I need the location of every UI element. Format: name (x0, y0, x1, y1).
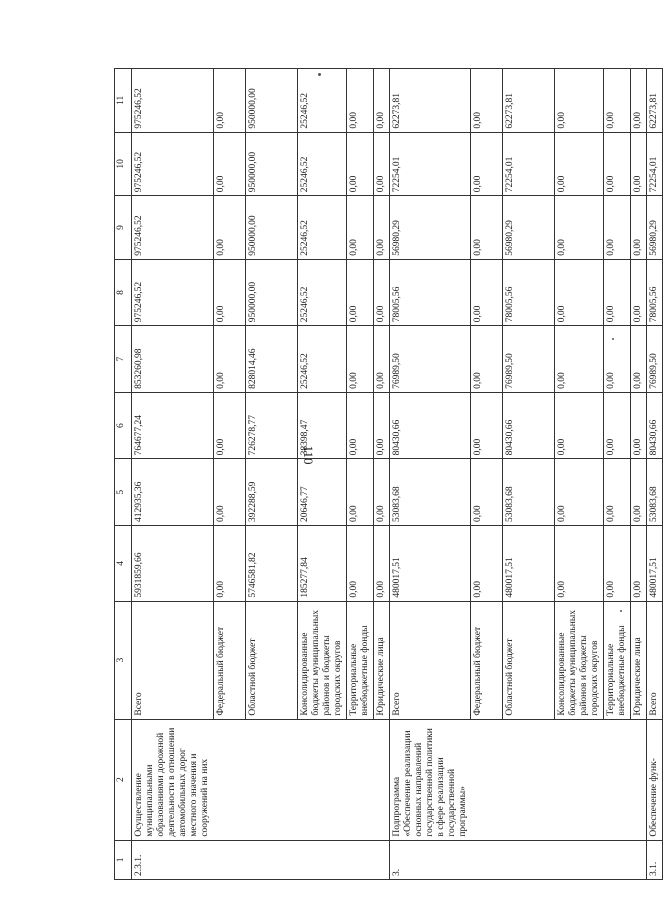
amount-cell: 0,00 (213, 392, 245, 459)
amount-cell: 56980,29 (647, 196, 663, 260)
column-number: 9 (115, 196, 132, 260)
amount-cell: 25246,52 (297, 326, 346, 393)
row-name: Осуществление муниципальными образованиями дорожной деятельности в отношении автомобильных дорог местного значения и сооружений на них (132, 719, 214, 840)
amount-cell: 0,00 (555, 392, 604, 459)
amount-cell: 0,00 (631, 259, 647, 326)
table-row (346, 69, 373, 880)
amount-cell: 0,00 (213, 459, 245, 526)
amount-cell: 5746581,82 (245, 525, 297, 601)
funding-source: Консолидированные бюджеты муниципальных районов и бюджеты городских округов (297, 601, 346, 719)
column-number: 6 (115, 392, 132, 459)
row-code (631, 840, 647, 879)
amount-cell: 0,00 (373, 196, 389, 260)
amount-cell: 80430,66 (389, 392, 471, 459)
row-name (213, 719, 245, 840)
amount-cell: 38398,47 (297, 392, 346, 459)
column-number: 4 (115, 525, 132, 601)
amount-cell: 76989,50 (503, 326, 555, 393)
funding-source: Федеральный бюджет (213, 601, 245, 719)
amount-cell: 0,00 (471, 525, 503, 601)
row-code (503, 840, 555, 879)
table-row (297, 69, 346, 880)
amount-cell: 0,00 (471, 196, 503, 260)
amount-cell: 0,00 (604, 525, 631, 601)
amount-cell: 0,00 (373, 69, 389, 133)
row-name: Подпрограмма «Обеспечение реализации основных направлений государственной политики в сфере реализации государственной программы» (389, 719, 471, 840)
amount-cell: 53083,68 (647, 459, 663, 526)
row-code (346, 840, 373, 879)
funding-source: Всего (132, 601, 214, 719)
amount-cell: 78005,56 (503, 259, 555, 326)
amount-cell: 0,00 (631, 132, 647, 196)
amount-cell: 975246,52 (132, 132, 214, 196)
amount-cell: 25246,52 (297, 69, 346, 133)
table-row (245, 69, 297, 880)
amount-cell: 5931859,66 (132, 525, 214, 601)
amount-cell: 0,00 (213, 69, 245, 133)
amount-cell: 0,00 (346, 196, 373, 260)
funding-source: Областной бюджет (245, 601, 297, 719)
amount-cell: 0,00 (373, 132, 389, 196)
row-name: Обеспечение функ- (647, 719, 663, 840)
amount-cell: 0,00 (555, 69, 604, 133)
page-number: 110 (301, 445, 316, 465)
amount-cell: 0,00 (471, 459, 503, 526)
amount-cell: 53083,68 (503, 459, 555, 526)
table-row (471, 69, 503, 880)
column-number: 7 (115, 326, 132, 393)
amount-cell: 80430,66 (647, 392, 663, 459)
amount-cell: 56980,29 (503, 196, 555, 260)
scan-speck (612, 338, 614, 340)
amount-cell: 975246,52 (132, 69, 214, 133)
column-number: 8 (115, 259, 132, 326)
amount-cell: 53083,68 (389, 459, 471, 526)
amount-cell: 412935,36 (132, 459, 214, 526)
amount-cell: 0,00 (213, 326, 245, 393)
row-code (604, 840, 631, 879)
table-row (213, 69, 245, 880)
row-code: 3. (389, 840, 471, 879)
amount-cell: 0,00 (555, 259, 604, 326)
amount-cell: 20646,77 (297, 459, 346, 526)
amount-cell: 950000,00 (245, 132, 297, 196)
amount-cell: 0,00 (604, 459, 631, 526)
table-row (631, 69, 647, 880)
row-code: 3.1. (647, 840, 663, 879)
budget-table (114, 68, 663, 880)
funding-source: Юридические лица (373, 601, 389, 719)
column-number: 3 (115, 601, 132, 719)
row-code: 2.3.1. (132, 840, 214, 879)
table-row (604, 69, 631, 880)
funding-source: Территориальные внебюджетные фонды (346, 601, 373, 719)
amount-cell: 0,00 (213, 525, 245, 601)
row-name (297, 719, 346, 840)
amount-cell: 480017,51 (647, 525, 663, 601)
amount-cell: 0,00 (373, 259, 389, 326)
amount-cell: 0,00 (471, 132, 503, 196)
row-code (213, 840, 245, 879)
row-name (604, 719, 631, 840)
row-code (245, 840, 297, 879)
amount-cell: 0,00 (346, 459, 373, 526)
amount-cell: 726278,77 (245, 392, 297, 459)
amount-cell: 0,00 (631, 392, 647, 459)
funding-source: Консолидированные бюджеты муниципальных районов и бюджеты городских округов (555, 601, 604, 719)
amount-cell: 0,00 (346, 525, 373, 601)
amount-cell: 0,00 (471, 259, 503, 326)
amount-cell: 76989,50 (389, 326, 471, 393)
amount-cell: 185277,84 (297, 525, 346, 601)
row-code (373, 840, 389, 879)
funding-source: Всего (647, 601, 663, 719)
table-row (389, 69, 471, 880)
amount-cell: 0,00 (346, 392, 373, 459)
amount-cell: 0,00 (346, 69, 373, 133)
row-code (555, 840, 604, 879)
amount-cell: 0,00 (555, 196, 604, 260)
amount-cell: 950000,00 (245, 69, 297, 133)
funding-source: Всего (389, 601, 471, 719)
amount-cell: 828014,46 (245, 326, 297, 393)
row-code (471, 840, 503, 879)
amount-cell: 0,00 (555, 132, 604, 196)
amount-cell: 0,00 (555, 459, 604, 526)
row-name (631, 719, 647, 840)
scan-speck (620, 610, 622, 612)
row-name (373, 719, 389, 840)
column-number: 2 (115, 719, 132, 840)
amount-cell: 25246,52 (297, 196, 346, 260)
amount-cell: 0,00 (604, 326, 631, 393)
amount-cell: 0,00 (631, 525, 647, 601)
budget-table-body (115, 69, 663, 880)
scan-speck (318, 73, 321, 76)
amount-cell: 0,00 (604, 392, 631, 459)
amount-cell: 62273,81 (503, 69, 555, 133)
funding-source: Юридические лица (631, 601, 647, 719)
amount-cell: 72254,01 (389, 132, 471, 196)
amount-cell: 25246,52 (297, 132, 346, 196)
amount-cell: 0,00 (555, 326, 604, 393)
amount-cell: 975246,52 (132, 196, 214, 260)
row-name (555, 719, 604, 840)
table-row (555, 69, 604, 880)
amount-cell: 0,00 (631, 459, 647, 526)
amount-cell: 56980,29 (389, 196, 471, 260)
amount-cell: 950000,00 (245, 259, 297, 326)
amount-cell: 0,00 (555, 525, 604, 601)
amount-cell: 0,00 (373, 459, 389, 526)
row-name (471, 719, 503, 840)
amount-cell: 0,00 (471, 392, 503, 459)
row-name (245, 719, 297, 840)
amount-cell: 72254,01 (503, 132, 555, 196)
amount-cell: 0,00 (604, 132, 631, 196)
amount-cell: 76989,50 (647, 326, 663, 393)
amount-cell: 0,00 (346, 259, 373, 326)
amount-cell: 0,00 (631, 69, 647, 133)
amount-cell: 0,00 (604, 69, 631, 133)
amount-cell: 62273,81 (389, 69, 471, 133)
amount-cell: 0,00 (213, 132, 245, 196)
column-number: 11 (115, 69, 132, 133)
amount-cell: 0,00 (631, 196, 647, 260)
amount-cell: 0,00 (631, 326, 647, 393)
table-row (132, 69, 214, 880)
amount-cell: 80430,66 (503, 392, 555, 459)
funding-source: Территориальные внебюджетные фонды (604, 601, 631, 719)
amount-cell: 950000,00 (245, 196, 297, 260)
amount-cell: 0,00 (373, 326, 389, 393)
amount-cell: 0,00 (373, 525, 389, 601)
amount-cell: 78005,56 (647, 259, 663, 326)
column-number: 1 (115, 840, 132, 879)
amount-cell: 78005,56 (389, 259, 471, 326)
amount-cell: 480017,51 (503, 525, 555, 601)
amount-cell: 62273,81 (647, 69, 663, 133)
column-number: 5 (115, 459, 132, 526)
row-code (297, 840, 346, 879)
table-row (373, 69, 389, 880)
row-name (503, 719, 555, 840)
amount-cell: 0,00 (604, 196, 631, 260)
amount-cell: 764677,24 (132, 392, 214, 459)
funding-source: Федеральный бюджет (471, 601, 503, 719)
amount-cell: 72254,01 (647, 132, 663, 196)
amount-cell: 0,00 (346, 326, 373, 393)
amount-cell: 0,00 (346, 132, 373, 196)
table-row (647, 69, 663, 880)
amount-cell: 0,00 (471, 326, 503, 393)
amount-cell: 392288,59 (245, 459, 297, 526)
column-number-row (115, 69, 132, 880)
amount-cell: 0,00 (213, 196, 245, 260)
funding-source: Областной бюджет (503, 601, 555, 719)
amount-cell: 0,00 (471, 69, 503, 133)
row-name (346, 719, 373, 840)
table-row (503, 69, 555, 880)
amount-cell: 25246,52 (297, 259, 346, 326)
amount-cell: 480017,51 (389, 525, 471, 601)
amount-cell: 853260,98 (132, 326, 214, 393)
amount-cell: 975246,52 (132, 259, 214, 326)
amount-cell: 0,00 (373, 392, 389, 459)
column-number: 10 (115, 132, 132, 196)
amount-cell: 0,00 (604, 259, 631, 326)
amount-cell: 0,00 (213, 259, 245, 326)
